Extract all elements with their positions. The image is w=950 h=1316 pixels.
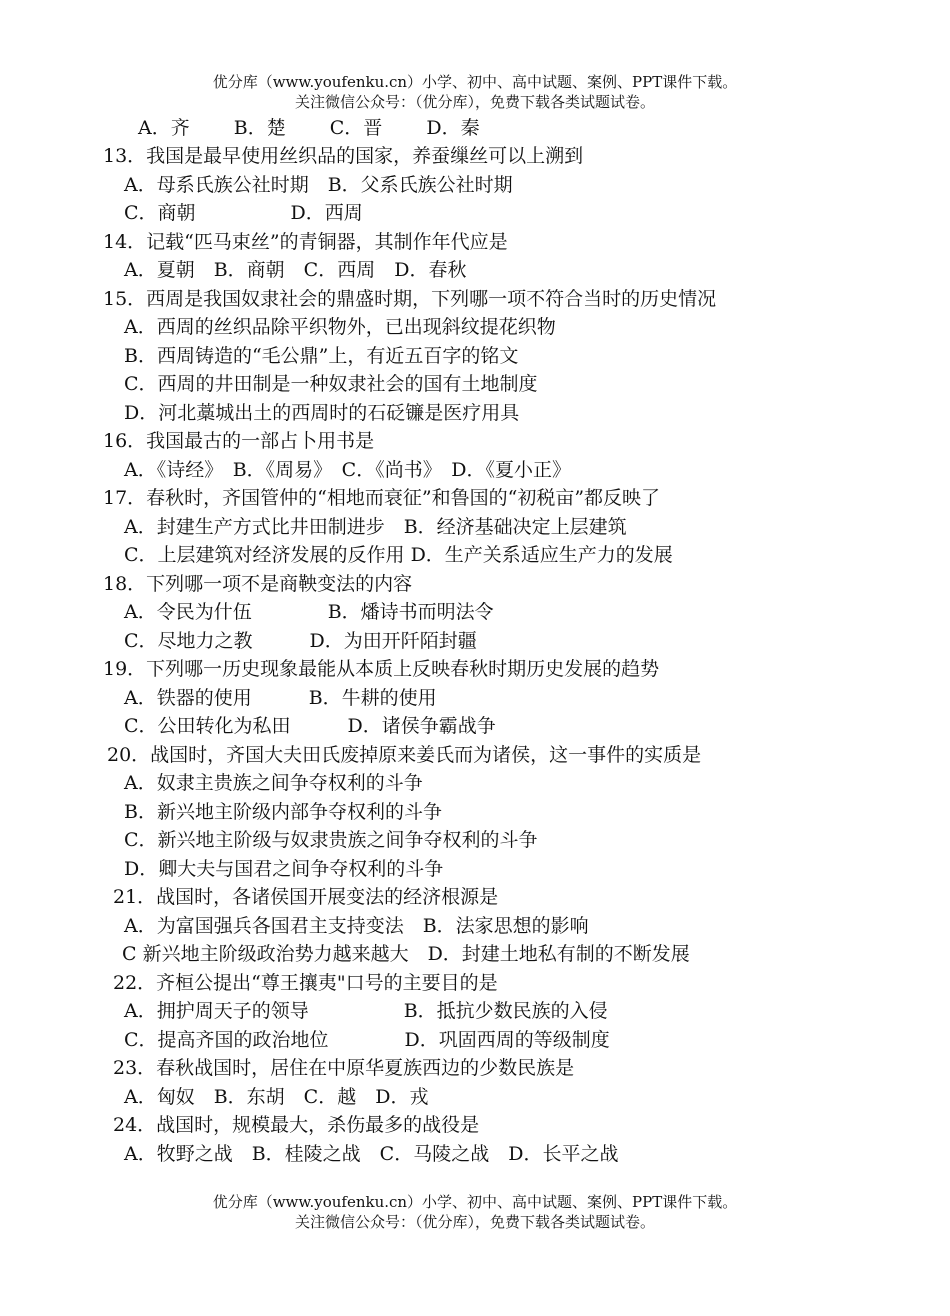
- question-13: 13．我国是最早使用丝织品的国家，养蚕缫丝可以上溯到: [103, 145, 584, 167]
- options-line: D．河北藁城出土的西周时的石砭镰是医疗用具: [124, 402, 520, 424]
- options-line: A．封建生产方式比井田制进步 B．经济基础决定上层建筑: [124, 516, 627, 538]
- options-line: A．西周的丝织品除平织物外，已出现斜纹提花织物: [124, 316, 556, 338]
- options-line: A．铁器的使用 B．牛耕的使用: [124, 687, 437, 709]
- options-line: C．商朝 D．西周: [124, 202, 363, 224]
- options-line: C．西周的井田制是一种奴隶社会的国有土地制度: [124, 373, 538, 395]
- options-line: C．尽地力之教 D．为田开阡陌封疆: [124, 630, 477, 652]
- options-line: A．齐 B．楚 C．晋 D．秦: [138, 117, 480, 139]
- header-line-2: 关注微信公众号：（优分库），免费下载各类试题试卷。: [294, 93, 655, 111]
- options-line: A．《诗经》 B．《周易》 C．《尚书》 D．《夏小正》: [124, 459, 571, 481]
- question-15: 15．西周是我国奴隶社会的鼎盛时期，下列哪一项不符合当时的历史情况: [103, 288, 717, 310]
- question-21: 21．战国时，各诸侯国开展变法的经济根源是: [113, 886, 499, 908]
- question-19: 19．下列哪一历史现象最能从本质上反映春秋时期历史发展的趋势: [103, 658, 660, 680]
- options-line: C．公田转化为私田 D．诸侯争霸战争: [124, 715, 496, 737]
- options-line: A．夏朝 B．商朝 C．西周 D．春秋: [124, 259, 467, 281]
- question-22: 22．齐桓公提出“尊王攘夷"口号的主要目的是: [113, 972, 498, 994]
- question-23: 23．春秋战国时，居住在中原华夏族西边的少数民族是: [113, 1057, 575, 1079]
- options-line: A．为富国强兵各国君主支持变法 B．法家思想的影响: [124, 915, 589, 937]
- footer-line-2: 关注微信公众号：（优分库），免费下载各类试题试卷。: [294, 1213, 655, 1231]
- options-line: B．新兴地主阶级内部争夺权利的斗争: [124, 801, 442, 823]
- options-line: A．母系氏族公社时期 B．父系氏族公社时期: [124, 174, 513, 196]
- question-18: 18．下列哪一项不是商鞅变法的内容: [103, 573, 413, 595]
- options-line: C．上层建筑对经济发展的反作用 D．生产关系适应生产力的发展: [124, 544, 673, 566]
- options-line: A．令民为什伍 B．燔诗书而明法令: [124, 601, 494, 623]
- page-footer: [0, 1192, 950, 1232]
- question-17: 17．春秋时，齐国管仲的“相地而衰征”和鲁国的“初税亩”都反映了: [103, 487, 661, 509]
- question-20: 20．战国时，齐国大夫田氏废掉原来姜氏而为诸侯，这一事件的实质是: [107, 744, 702, 766]
- question-14: 14．记载“匹马束丝”的青铜器，其制作年代应是: [103, 231, 508, 253]
- options-line: A．牧野之战 B．桂陵之战 C．马陵之战 D．长平之战: [124, 1143, 619, 1165]
- options-line: A．匈奴 B．东胡 C．越 D．戎: [124, 1086, 429, 1108]
- options-line: D．卿大夫与国君之间争夺权利的斗争: [124, 858, 444, 880]
- options-line: C．新兴地主阶级与奴隶贵族之间争夺权利的斗争: [124, 829, 538, 851]
- question-16: 16．我国最古的一部占卜用书是: [103, 430, 375, 452]
- options-line: C．提高齐国的政治地位 D．巩固西周的等级制度: [124, 1029, 610, 1051]
- question-24: 24．战国时，规模最大，杀伤最多的战役是: [113, 1114, 480, 1136]
- header-line-1: 优分库（www.youfenku.cn）小学、初中、高中试题、案例、PPT课件下载。: [212, 73, 738, 91]
- options-line: C 新兴地主阶级政治势力越来越大 D．封建土地私有制的不断发展: [122, 943, 690, 965]
- options-line: A．拥护周天子的领导 B．抵抗少数民族的入侵: [124, 1000, 608, 1022]
- page-header: [0, 72, 950, 112]
- footer-line-1: 优分库（www.youfenku.cn）小学、初中、高中试题、案例、PPT课件下载。: [212, 1193, 738, 1211]
- options-line: B．西周铸造的“毛公鼎”上，有近五百字的铭文: [124, 345, 519, 367]
- options-line: A．奴隶主贵族之间争夺权利的斗争: [124, 772, 423, 794]
